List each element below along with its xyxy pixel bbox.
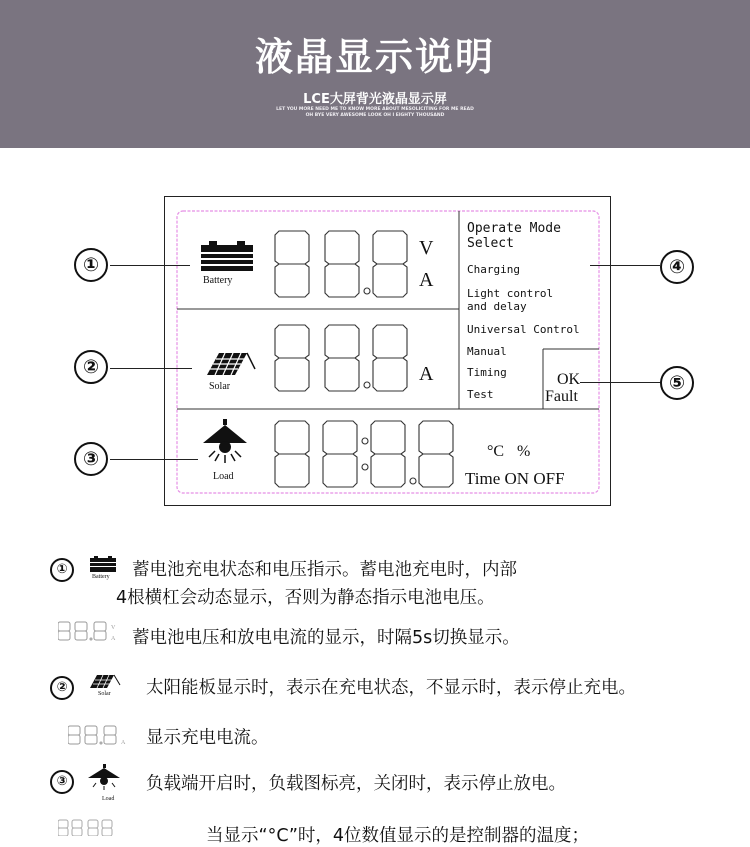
banner-tagline <box>0 107 750 119</box>
desc-line-3a: 负载端开启时，负载图标亮，关闭时，表示停止放电。 <box>146 774 566 794</box>
load-label: Load <box>213 471 234 482</box>
mode-manual: Manual <box>467 345 507 358</box>
callout-4: ④ <box>660 250 694 284</box>
battery-digits <box>271 229 421 299</box>
current-digits-icon <box>68 724 138 748</box>
solar-digits <box>271 323 421 393</box>
callout-5-line <box>580 382 660 383</box>
load-small-label: Load <box>102 796 115 802</box>
page-title: 液晶显示说明 <box>254 35 495 79</box>
time-on-off-label: Time ON OFF <box>465 469 565 488</box>
svg-text:V: V <box>111 625 116 631</box>
callout-1: ① <box>74 248 108 282</box>
desc-callout-3: ③ <box>50 770 74 794</box>
header-banner <box>0 0 750 148</box>
desc-line-2b: 显示充电电流。 <box>146 728 269 748</box>
solar-label: Solar <box>209 381 231 392</box>
battery-icon <box>201 241 253 271</box>
mode-title: Operate Mode Select <box>467 221 561 251</box>
solar-small-label: Solar <box>98 691 111 697</box>
callout-1-line <box>110 265 190 266</box>
callout-2-line <box>110 368 192 369</box>
voltage-digits-icon <box>58 620 128 644</box>
callout-2: ② <box>74 350 108 384</box>
banner-tagline-line1: LET YOU MORE NEED ME TO KNOW MORE ABOUT MESOLICITING FOR ME READ <box>276 107 474 112</box>
ok-indicator: OK <box>557 371 581 388</box>
mode-light-control: Light control and delay <box>467 287 554 313</box>
temp-digits-icon <box>58 818 188 836</box>
page-subtitle: LCE大屏背光液晶显示屏 <box>303 92 447 107</box>
mode-timing: Timing <box>467 366 507 379</box>
mode-test: Test <box>467 388 494 401</box>
callout-3-line <box>110 459 198 460</box>
unit-amp-solar: A <box>419 363 434 385</box>
mode-universal: Universal Control <box>467 323 580 336</box>
load-lamp-icon <box>201 419 249 465</box>
battery-small-label: Battery <box>92 574 110 580</box>
desc-line-1b: 4根横杠会动态显示，否则为静态指示电池电压。 <box>116 588 495 608</box>
callout-3: ③ <box>74 442 108 476</box>
fault-indicator: Fault <box>545 388 578 405</box>
desc-line-1c: 蓄电池电压和放电电流的显示，时隔5s切换显示。 <box>132 628 520 648</box>
battery-label: Battery <box>203 275 233 286</box>
callout-5: ⑤ <box>660 366 694 400</box>
unit-celsius: °C <box>487 443 505 460</box>
desc-line-4: 当显示“°C”时，4位数值显示的是控制器的温度； <box>206 826 590 846</box>
solar-small-icon <box>86 672 122 690</box>
solar-panel-icon <box>197 347 257 377</box>
desc-line-2a: 太阳能板显示时，表示在充电状态，不显示时，表示停止充电。 <box>146 678 636 698</box>
unit-volt: V <box>419 237 434 259</box>
desc-callout-1: ① <box>50 558 74 582</box>
desc-callout-2: ② <box>50 676 74 700</box>
svg-text:A: A <box>111 636 116 642</box>
svg-text:A: A <box>121 740 126 746</box>
banner-tagline-line2: OH BYE VERY AWESOME LOOK OH I EIGHTY THOUSAND <box>305 113 445 118</box>
unit-percent: % <box>517 443 531 460</box>
unit-amp-battery: A <box>419 269 434 291</box>
desc-line-1a: 蓄电池充电状态和电压指示。蓄电池充电时，内部 <box>132 560 517 580</box>
callout-4-line <box>590 265 660 266</box>
lcd-panel <box>164 196 611 506</box>
mode-charging: Charging <box>467 263 520 276</box>
load-digits <box>271 419 467 491</box>
load-small-icon <box>88 764 122 790</box>
